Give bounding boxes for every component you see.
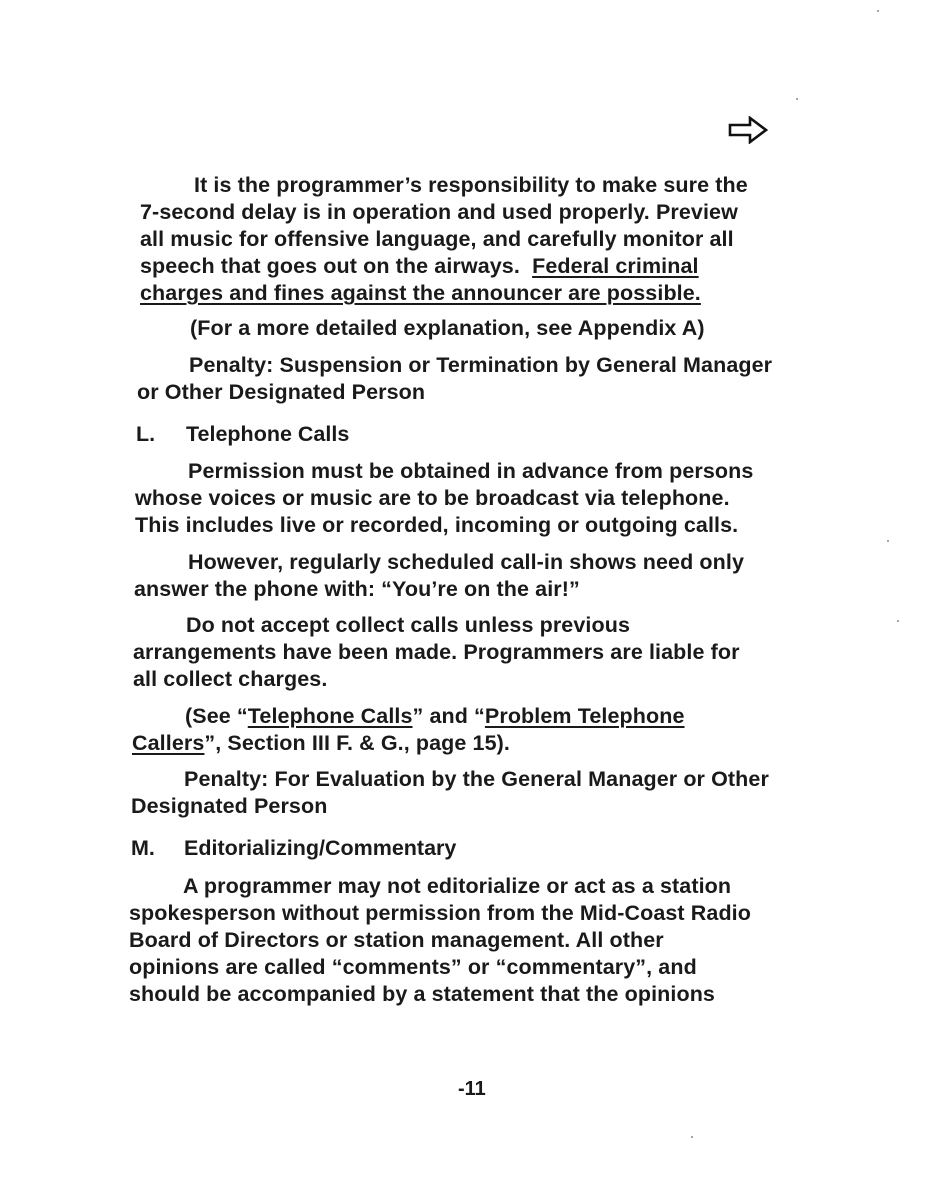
legal-warning-underlined: charges and fines against the announcer are possible.	[140, 281, 701, 305]
section-k-paragraph	[140, 172, 748, 307]
legal-warning-underlined: Federal criminal	[532, 254, 699, 278]
section-title: Telephone Calls	[186, 422, 350, 446]
text-line	[132, 730, 685, 757]
text-line: arrangements have been made. Programmers are liable for	[133, 640, 740, 664]
right-arrow-outline-icon	[728, 116, 768, 144]
text-fragment: speech that goes out on the airways.	[140, 254, 520, 278]
text-fragment: ”, Section III F. & G., page 15).	[204, 731, 510, 755]
text-fragment: ” and “	[412, 704, 485, 728]
text-line: or Other Designated Person	[137, 380, 426, 404]
appendix-reference	[138, 315, 705, 342]
reference-link-problem-callers: Problem Telephone	[484, 704, 685, 728]
text-line: Board of Directors or station management. All other	[129, 928, 664, 952]
scan-speck	[877, 10, 879, 12]
text-line: opinions are called “comments” or “commentary”, and	[129, 955, 697, 979]
text-line: (For a more detailed explanation, see Appendix A)	[190, 316, 705, 340]
section-l-paragraph-4	[132, 703, 685, 757]
text-line: Penalty: For Evaluation by the General Manager or Other	[184, 767, 769, 791]
text-line: all collect charges.	[133, 667, 328, 691]
text-line: whose voices or music are to be broadcast via telephone.	[135, 486, 730, 510]
text-line: should be accompanied by a statement that the opinions	[129, 982, 715, 1006]
text-line: It is the programmer’s responsibility to make sure the	[194, 173, 748, 197]
text-line: 7-second delay is in operation and used properly. Preview	[140, 200, 738, 224]
section-l-heading	[136, 421, 349, 448]
text-line: Do not accept collect calls unless previous	[186, 613, 630, 637]
text-line: A programmer may not editorialize or act as a station	[183, 874, 732, 898]
text-line: answer the phone with: “You’re on the air!”	[134, 577, 580, 601]
text-line: all music for offensive language, and carefully monitor all	[140, 227, 734, 251]
section-l-paragraph-1	[135, 458, 753, 539]
text-line: Permission must be obtained in advance from persons	[188, 459, 754, 483]
page-number: -11	[458, 1078, 486, 1100]
scan-speck	[887, 540, 889, 542]
text-line	[132, 703, 685, 730]
section-l-paragraph-3	[133, 612, 740, 693]
scan-speck	[897, 620, 899, 622]
section-m-heading	[131, 835, 456, 862]
section-l-penalty	[131, 766, 769, 820]
text-line: This includes live or recorded, incoming or outgoing calls.	[135, 513, 739, 537]
text-line: spokesperson without permission from the Mid-Coast Radio	[129, 901, 751, 925]
scan-speck	[691, 1136, 693, 1138]
text-line	[140, 280, 748, 307]
section-letter: L.	[136, 422, 156, 446]
scan-speck	[796, 98, 798, 100]
text-line	[140, 253, 748, 280]
text-line: Penalty: Suspension or Termination by General Manager	[189, 353, 773, 377]
reference-link-telephone-calls: Telephone Calls	[247, 704, 413, 728]
section-m-paragraph-1	[129, 873, 751, 1008]
text-line: Designated Person	[131, 794, 328, 818]
text-fragment: (See “	[185, 704, 248, 728]
section-letter: M.	[131, 836, 155, 860]
text-line: However, regularly scheduled call-in shows need only	[188, 550, 745, 574]
reference-link-problem-callers: Callers	[132, 731, 205, 755]
section-title: Editorializing/Commentary	[184, 836, 457, 860]
section-l-paragraph-2	[134, 549, 744, 603]
section-k-penalty	[137, 352, 772, 406]
